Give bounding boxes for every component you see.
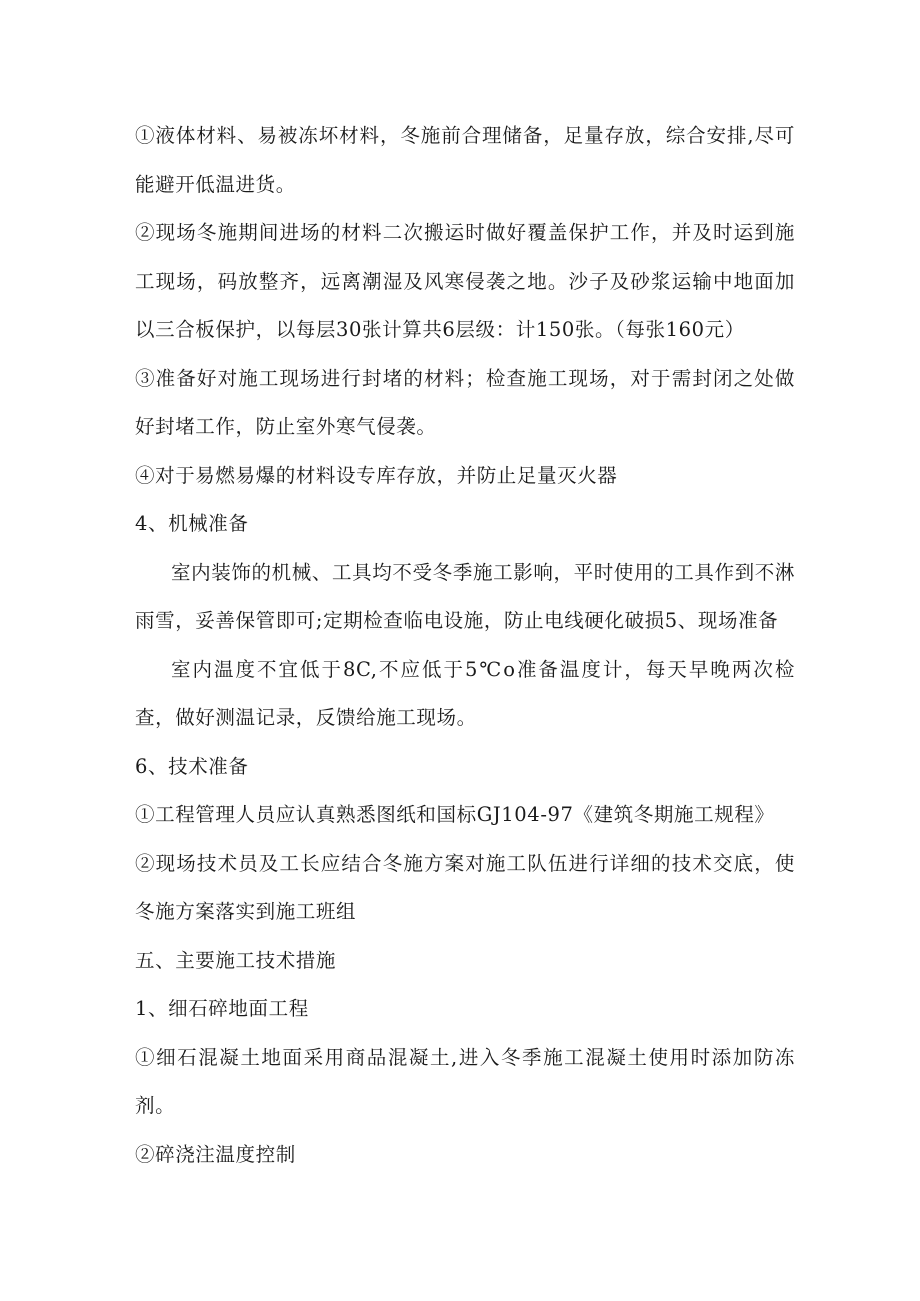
paragraph-machinery: 室内装饰的机械、工具均不受冬季施工影响，平时使用的工具作到不淋雨雪，妥善保管即可;定期检查临电设施，防止电线硬化破损5、现场准备 [135,560,795,632]
heading-main-measures: 五、主要施工技术措施 [135,948,337,972]
paragraph-pouring-temperature: ②碎浇注温度控制 [135,1142,296,1166]
heading-technical-prep: 6、技术准备 [135,754,249,778]
heading-machinery-prep: 4、机械准备 [135,512,249,535]
document-body [135,112,795,1179]
paragraph-material-transport: ②现场冬施期间进场的材料二次搬运时做好覆盖保护工作，并及时运到施工现场，码放整齐，远离潮湿及风寒侵袭之地。沙子及砂浆运输中地面加以三合板保护，以每层30张计算共6层级：计150张。（每张160元） [135,221,795,341]
paragraph-liquid-materials: ①液体材料、易被冻坏材料，冬施前合理储备，足量存放，综合安排,尽可能避开低温进货。 [135,124,795,196]
heading-concrete-floor: 1、细石碎地面工程 [135,997,309,1020]
paragraph-commercial-concrete: ①细石混凝土地面采用商品混凝土,进入冬季施工混凝土使用时添加防冻剂。 [135,1045,795,1117]
paragraph-management-standards: ①工程管理人员应认真熟悉图纸和国标GJ104-97《建筑冬期施工规程》 [135,803,775,826]
paragraph-sealing-materials: ③准备好对施工现场进行封堵的材料；检查施工现场，对于需封闭之处做好封堵工作，防止室外寒气侵袭。 [135,366,795,438]
paragraph-indoor-temperature: 室内温度不宜低于8C,不应低于5℃o准备温度计，每天早晚两次检查，做好测温记录，反馈给施工现场。 [135,657,795,729]
paragraph-flammable-storage: ④对于易燃易爆的材料设专库存放，并防止足量灭火器 [135,463,618,487]
paragraph-technical-briefing: ②现场技术员及工长应结合冬施方案对施工队伍进行详细的技术交底，使冬施方案落实到施工班组 [135,851,795,923]
